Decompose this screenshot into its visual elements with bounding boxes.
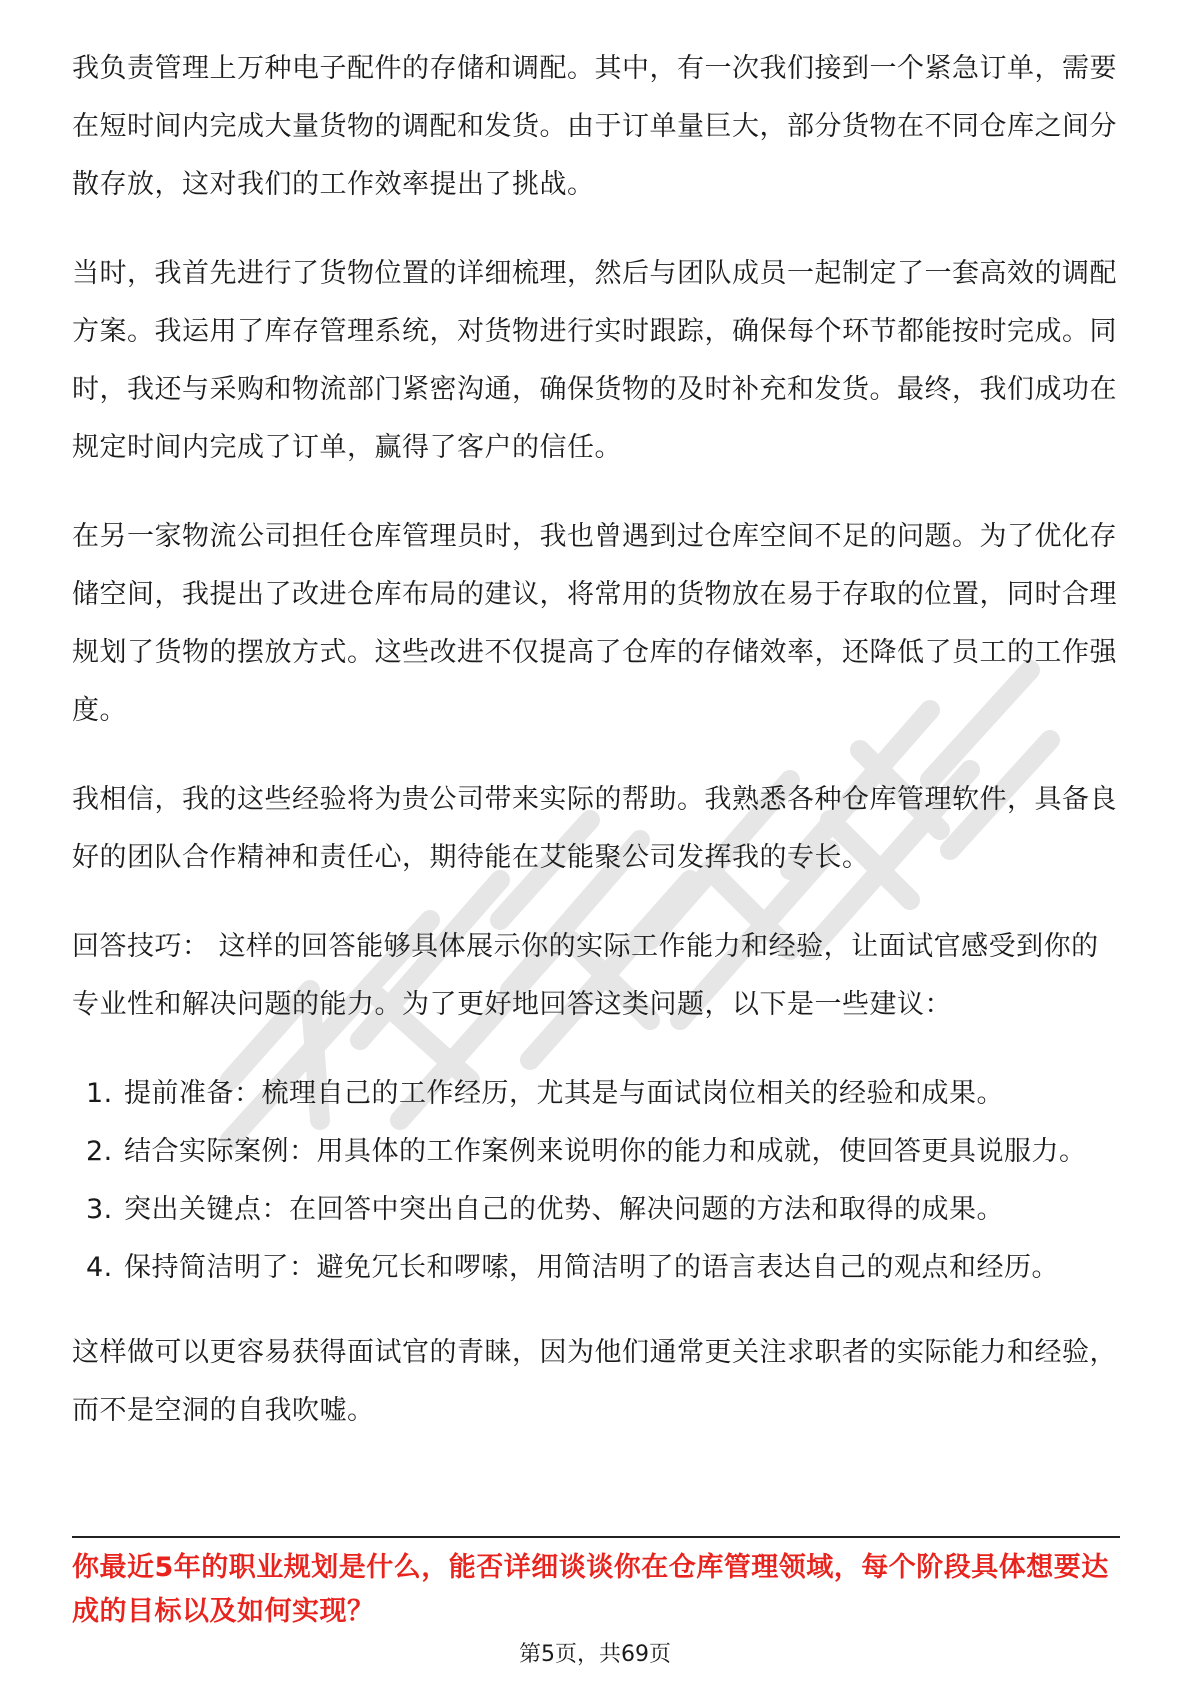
list-item [72, 1239, 1122, 1297]
list-item-number: 2. [86, 1136, 113, 1167]
paragraph-company-fit: 我相信，我的这些经验将为贵公司带来实际的帮助。我熟悉各种仓库管理软件，具备良好的团队合作精神和责任心，期待能在艾能聚公司发挥我的专长。 [72, 784, 1117, 873]
paragraph-warehouse-layout: 在另一家物流公司担任仓库管理员时，我也曾遇到过仓库空间不足的问题。为了优化存储空间，我提出了改进仓库布局的建议，将常用的货物放在易于存取的位置，同时合理规划了货物的摆放方式。这些改进不仅提高了仓库的存储效率，还降低了员工的工作强度。 [72, 521, 1117, 726]
document-body [72, 40, 1122, 1471]
next-question-heading: 你最近5年的职业规划是什么，能否详细谈谈你在仓库管理领域，每个阶段具体想要达成的目标以及如何实现？ [72, 1552, 1109, 1627]
list-item [72, 1065, 1122, 1123]
paragraph-allocation-plan: 当时，我首先进行了货物位置的详细梳理，然后与团队成员一起制定了一套高效的调配方案。我运用了库存管理系统，对货物进行实时跟踪，确保每个环节都能按时完成。同时，我还与采购和物流部门紧密沟通，确保货物的及时补充和发货。最终，我们成功在规定时间内完成了订单，赢得了客户的信任。 [72, 258, 1117, 463]
section-divider [72, 1536, 1120, 1538]
paragraph-closing: 这样做可以更容易获得面试官的青睐，因为他们通常更关注求职者的实际能力和经验，而不是空洞的自我吹嘘。 [72, 1337, 1117, 1426]
paragraph-answer-tips-intro: 回答技巧： 这样的回答能够具体展示你的实际工作能力和经验，让面试官感受到你的专业性和解决问题的能力。为了更好地回答这类问题，以下是一些建议： [72, 931, 1099, 1020]
list-item-number: 3. [86, 1194, 113, 1225]
list-item-text: 保持简洁明了：避免冗长和啰嗦，用简洁明了的语言表达自己的观点和经历。 [124, 1252, 1059, 1283]
paragraph-storage-experience: 我负责管理上万种电子配件的存储和调配。其中，有一次我们接到一个紧急订单，需要在短时间内完成大量货物的调配和发货。由于订单量巨大，部分货物在不同仓库之间分散存放，这对我们的工作效率提出了挑战。 [72, 53, 1117, 200]
list-item-text: 突出关键点：在回答中突出自己的优势、解决问题的方法和取得的成果。 [124, 1194, 1004, 1225]
list-item [72, 1181, 1122, 1239]
page-number: 第5页，共69页 [519, 1642, 671, 1667]
list-item-text: 结合实际案例：用具体的工作案例来说明你的能力和成就，使回答更具说服力。 [124, 1136, 1087, 1167]
list-item-number: 1. [86, 1078, 113, 1109]
tips-list [72, 1065, 1122, 1297]
list-item-number: 4. [86, 1252, 113, 1283]
list-item [72, 1123, 1122, 1181]
list-item-text: 提前准备：梳理自己的工作经历，尤其是与面试岗位相关的经验和成果。 [124, 1078, 1004, 1109]
